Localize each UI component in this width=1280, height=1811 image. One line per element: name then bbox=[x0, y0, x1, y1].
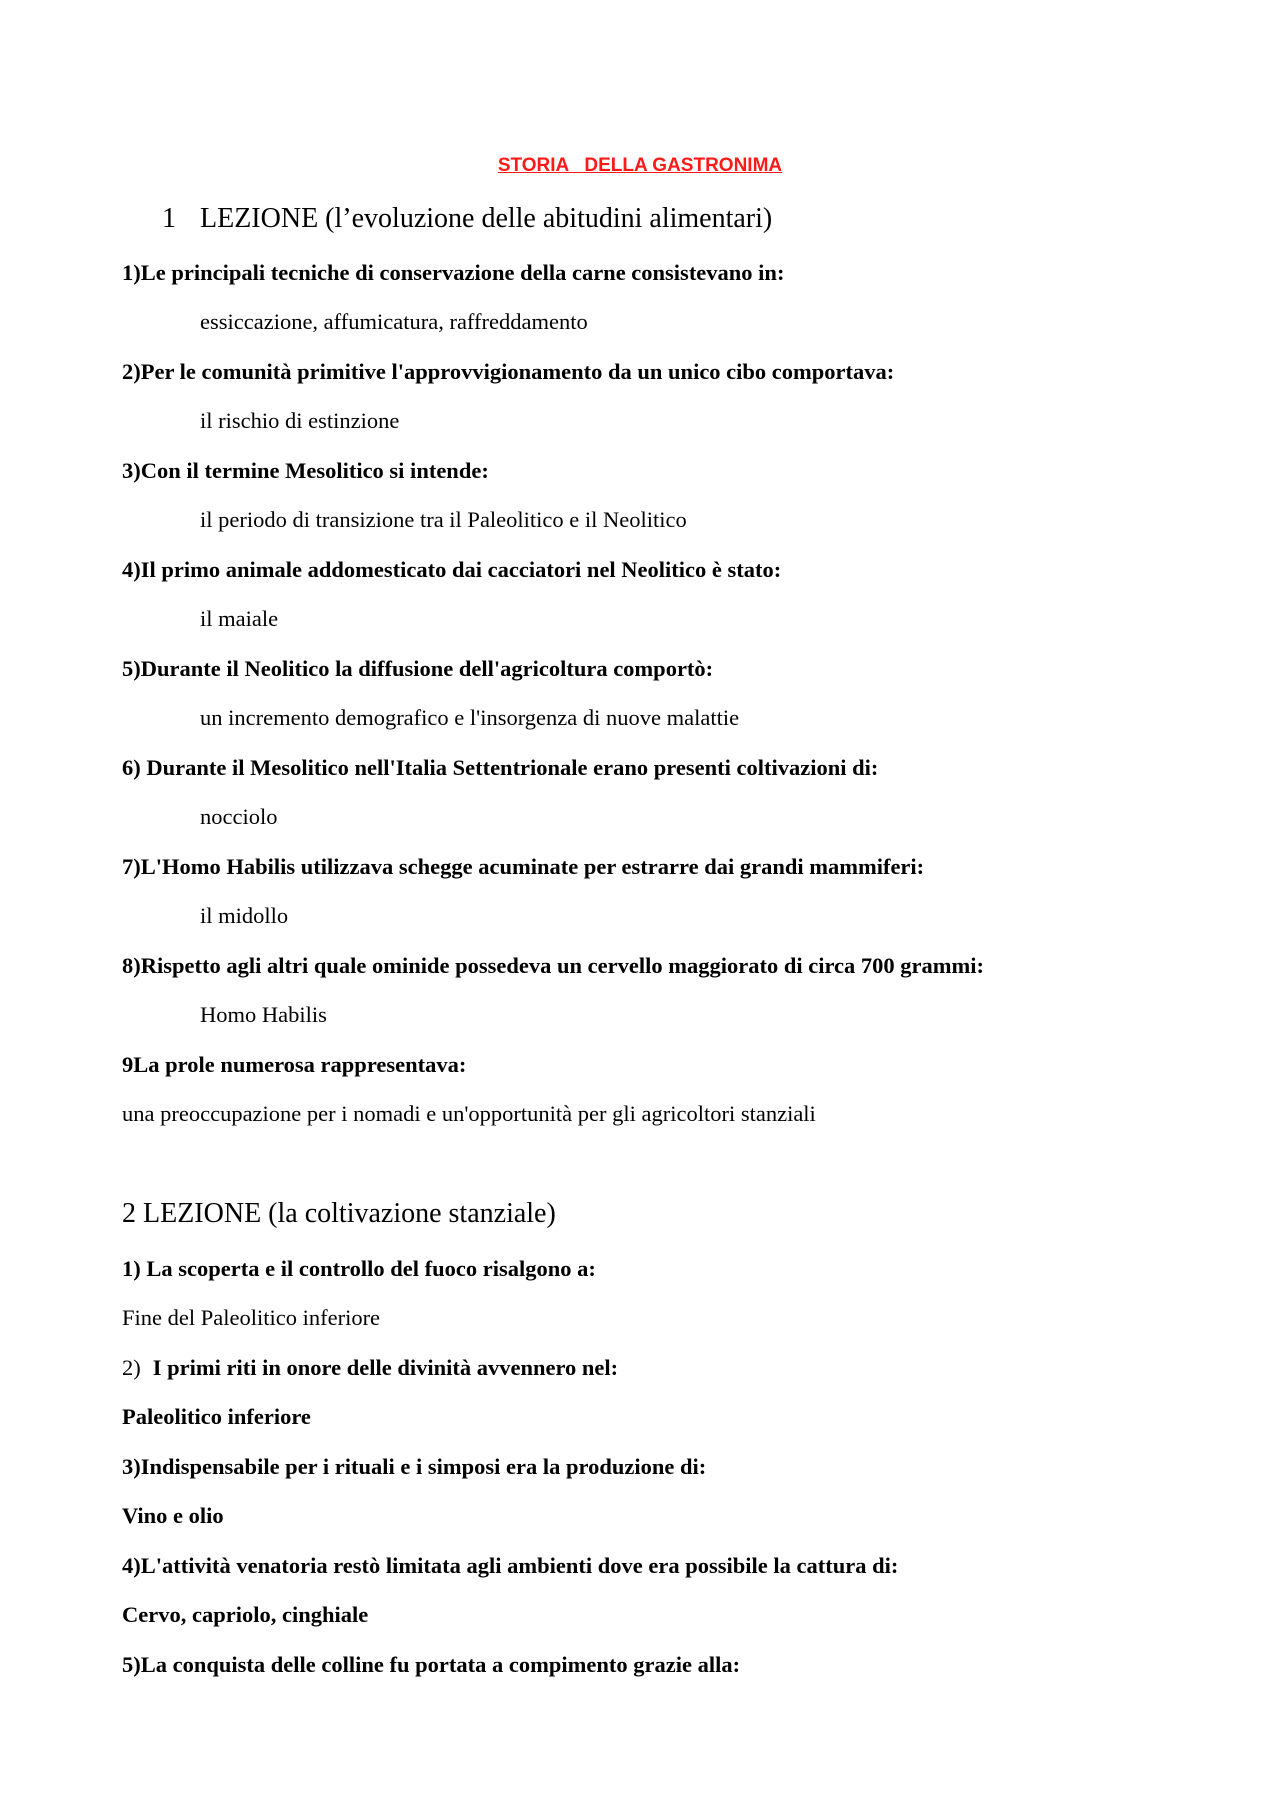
lesson-2-question-2-number: 2) bbox=[122, 1355, 141, 1380]
lesson-1-answer-8: Homo Habilis bbox=[200, 1002, 327, 1027]
lesson-2-question-2-text: I primi riti in onore delle divinità avvennero nel: bbox=[152, 1355, 619, 1380]
lesson-1-question-8: 8)Rispetto agli altri quale ominide possedeva un cervello maggiorato di circa 700 grammi: bbox=[122, 953, 984, 978]
lesson-2-answer-1: Fine del Paleolitico inferiore bbox=[122, 1305, 381, 1330]
lesson-2-question-3: 3)Indispensabile per i rituali e i simposi era la produzione di: bbox=[122, 1454, 707, 1479]
lesson-2-question-4: 4)L'attività venatoria restò limitata agli ambienti dove era possibile la cattura di: bbox=[122, 1553, 899, 1578]
lesson-2-answer-4: Cervo, capriolo, cinghiale bbox=[122, 1602, 369, 1627]
lesson-1-answer-1: essiccazione, affumicatura, raffreddamento bbox=[200, 309, 588, 334]
lesson-1-answer-4: il maiale bbox=[200, 606, 279, 631]
lesson-1-answer-7: il midollo bbox=[200, 903, 289, 928]
lesson-1-answer-9: una preoccupazione per i nomadi e un'opportunità per gli agricoltori stanziali bbox=[122, 1101, 816, 1126]
lesson-1-number: 1 bbox=[162, 203, 176, 234]
lesson-1-question-1: 1)Le principali tecniche di conservazione della carne consistevano in: bbox=[122, 260, 785, 285]
lesson-1-answer-3: il periodo di transizione tra il Paleolitico e il Neolitico bbox=[200, 507, 687, 532]
lesson-2-question-1: 1) La scoperta e il controllo del fuoco risalgono a: bbox=[122, 1256, 596, 1281]
lesson-2-question-2 bbox=[122, 1355, 618, 1381]
lesson-1-question-5: 5)Durante il Neolitico la diffusione dell'agricoltura comportò: bbox=[122, 656, 714, 681]
lesson-2-answer-3: Vino e olio bbox=[122, 1503, 224, 1528]
lesson-1-question-2: 2)Per le comunità primitive l'approvvigionamento da un unico cibo comportava: bbox=[122, 359, 895, 384]
lesson-1-answer-5: un incremento demografico e l'insorgenza di nuove malattie bbox=[200, 705, 740, 730]
lesson-1-title: LEZIONE (l’evoluzione delle abitudini alimentari) bbox=[200, 203, 773, 234]
lesson-1-question-3: 3)Con il termine Mesolitico si intende: bbox=[122, 458, 489, 483]
lesson-1-question-4: 4)Il primo animale addomesticato dai cacciatori nel Neolitico è stato: bbox=[122, 557, 782, 582]
lesson-1-question-6: 6) Durante il Mesolitico nell'Italia Settentrionale erano presenti coltivazioni di: bbox=[122, 755, 879, 780]
lesson-1-question-9: 9La prole numerosa rappresentava: bbox=[122, 1052, 467, 1077]
lesson-1-heading bbox=[162, 203, 772, 235]
lesson-2-heading: 2 LEZIONE (la coltivazione stanziale) bbox=[122, 1198, 556, 1229]
lesson-1-answer-6: nocciolo bbox=[200, 804, 278, 829]
document-title: STORIA DELLA GASTRONIMA bbox=[497, 155, 783, 176]
lesson-2-question-5: 5)La conquista delle colline fu portata a compimento grazie alla: bbox=[122, 1652, 741, 1677]
lesson-1-question-7: 7)L'Homo Habilis utilizzava schegge acuminate per estrarre dai grandi mammiferi: bbox=[122, 854, 925, 879]
lesson-2-answer-2: Paleolitico inferiore bbox=[122, 1404, 311, 1429]
lesson-1-answer-2: il rischio di estinzione bbox=[200, 408, 400, 433]
